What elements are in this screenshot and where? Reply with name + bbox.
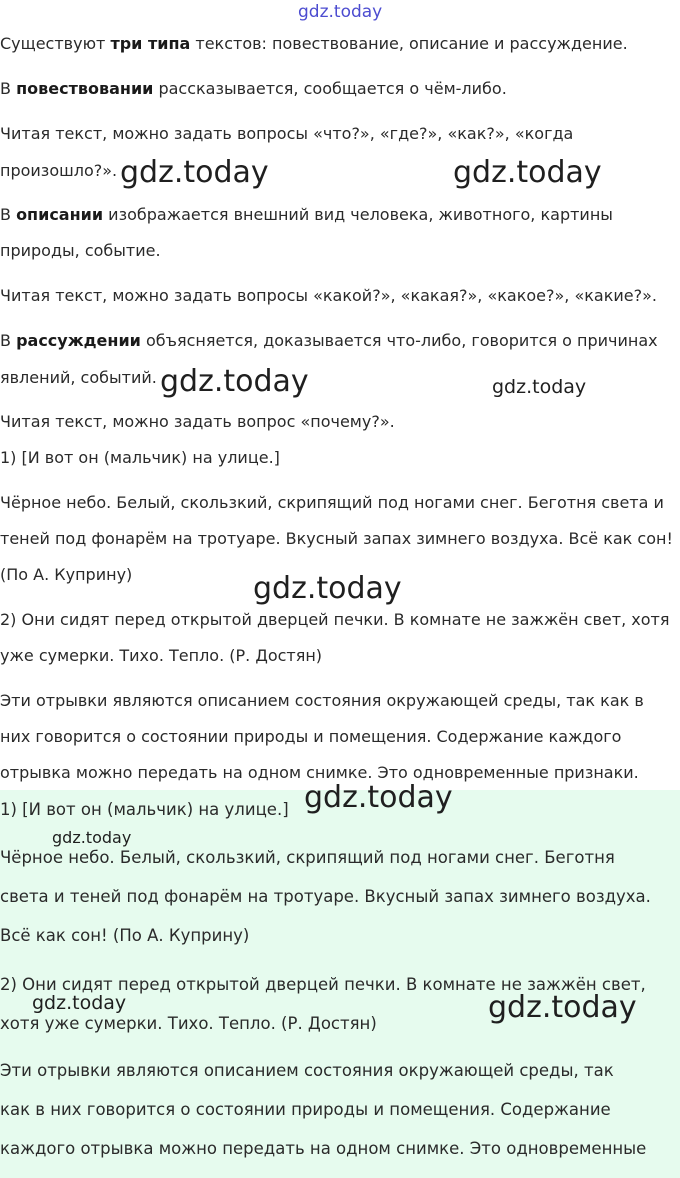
watermark: gdz.today xyxy=(488,990,637,1025)
answer-line: Эти отрывки являются описанием состояния окружающей среды, так xyxy=(0,1061,614,1080)
bold-term: три типа xyxy=(110,34,191,53)
bold-term: повествовании xyxy=(16,79,154,98)
text-line: них говорится о состоянии природы и помещения. Содержание каждого xyxy=(0,727,622,746)
watermark: gdz.today xyxy=(492,376,587,398)
paragraph-text-types: Существуют три типа текстов: повествование, описание и рассуждение. xyxy=(0,34,628,53)
text-line: природы, событие. xyxy=(0,241,161,260)
text-line: Читая текст, можно задать вопросы «что?», «где?», «как?», «когда xyxy=(0,124,574,143)
text-line: Эти отрывки являются описанием состояния окружающей среды, так как в xyxy=(0,691,644,710)
text-line: (По А. Куприну) xyxy=(0,565,133,584)
text-line: Читая текст, можно задать вопрос «почему?». xyxy=(0,412,395,431)
text-line: Чёрное небо. Белый, скользкий, скрипящий под ногами снег. Беготня света и xyxy=(0,493,664,512)
paragraph-narration: В повествовании рассказывается, сообщается о чём-либо. xyxy=(0,79,507,98)
watermark: gdz.today xyxy=(253,571,402,606)
paragraph-description: В описании изображается внешний вид человека, животного, картины xyxy=(0,205,613,224)
text-line: 2) Они сидят перед открытой дверцей печки. В комнате не зажжён свет, хотя xyxy=(0,610,670,629)
answer-line: Всё как сон! (По А. Куприну) xyxy=(0,926,250,945)
answer-line: как в них говорится о состоянии природы и помещения. Содержание xyxy=(0,1100,611,1119)
paragraph-reasoning: В рассуждении объясняется, доказывается что-либо, говорится о причинах xyxy=(0,331,658,350)
bold-term: рассуждении xyxy=(16,331,141,350)
watermark: gdz.today xyxy=(32,992,127,1014)
text-line: уже сумерки. Тихо. Тепло. (Р. Достян) xyxy=(0,646,323,665)
watermark-top: gdz.today xyxy=(298,2,383,22)
text-line: Читая текст, можно задать вопросы «какой?», «какая?», «какое?», «какие?». xyxy=(0,286,657,305)
watermark: gdz.today xyxy=(160,364,309,399)
text-line: теней под фонарём на тротуаре. Вкусный запах зимнего воздуха. Всё как сон! xyxy=(0,529,673,548)
answer-line: 2) Они сидят перед открытой дверцей печки. В комнате не зажжён свет, xyxy=(0,975,646,994)
watermark: gdz.today xyxy=(304,780,453,815)
text-line: явлений, событий. xyxy=(0,368,157,387)
text-line: отрывка можно передать на одном снимке. Это одновременные признаки. xyxy=(0,763,639,782)
text-line: произошло?». xyxy=(0,161,118,180)
answer-line: хотя уже сумерки. Тихо. Тепло. (Р. Достян) xyxy=(0,1014,377,1033)
answer-line: света и теней под фонарём на тротуаре. Вкусный запах зимнего воздуха. xyxy=(0,887,651,906)
answer-line: каждого отрывка можно передать на одном снимке. Это одновременные xyxy=(0,1139,647,1158)
watermark: gdz.today xyxy=(120,155,269,190)
text-line: 1) [И вот он (мальчик) на улице.] xyxy=(0,448,280,467)
bold-term: описании xyxy=(16,205,104,224)
watermark: gdz.today xyxy=(52,828,132,847)
answer-line: 1) [И вот он (мальчик) на улице.] xyxy=(0,800,289,819)
watermark: gdz.today xyxy=(453,155,602,190)
answer-line: Чёрное небо. Белый, скользкий, скрипящий под ногами снег. Беготня xyxy=(0,848,615,867)
